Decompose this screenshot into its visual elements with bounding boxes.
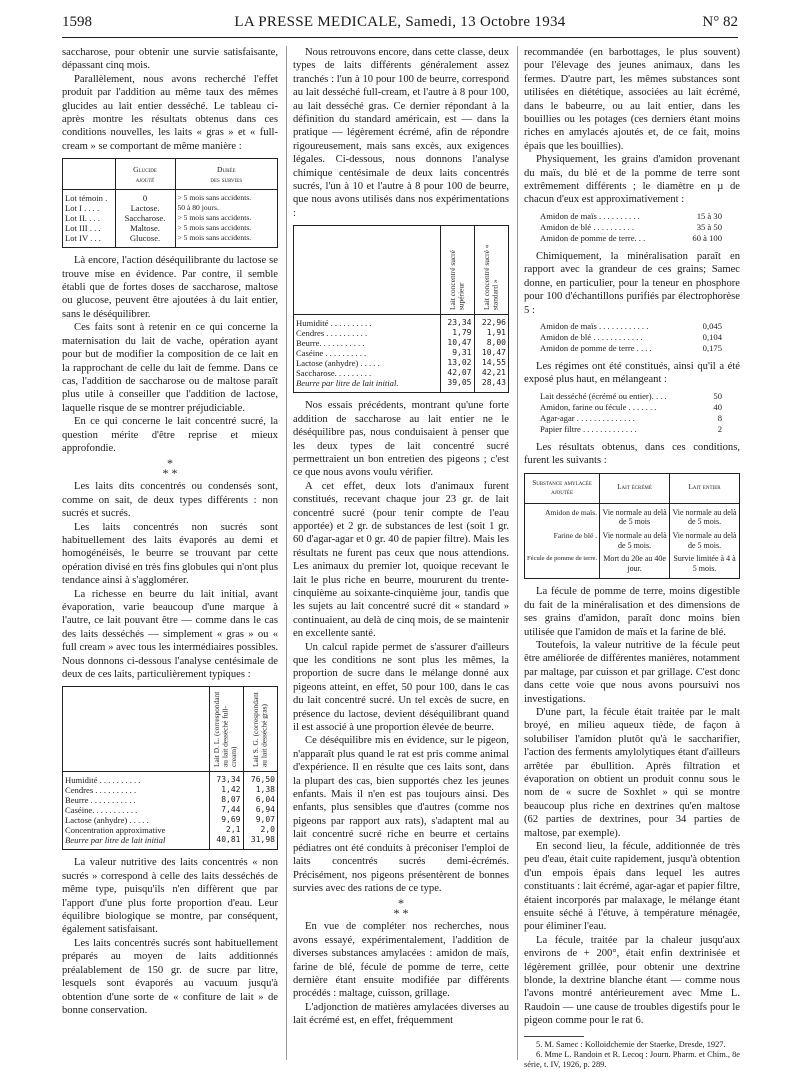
table-row: Beurre. . . . . . . . . . . 10,47 8,00 [296,338,506,349]
paragraph: Chimiquement, la minéralisation paraît en rapport avec la grandeur de ces grains; Samec donne, en particulier, pour la teneur en phosphore pour 100 d'échantillons purifiés par électrophorèse 5 : [524,250,740,316]
footnote: 5. M. Samec : Kolloidchemie der Staerke, Dresde, 1927. [536,1039,726,1049]
col-header: Lait écrémé [600,474,670,504]
table-resultats-amylaces [524,473,740,580]
paragraph: Les laits concentrés sucrés sont habituellement préparés au moyen de laits additionnés préalablement de 150 gr. de sucre par litre, lesquels sont évaporés au vacuum jusqu'à obtention d'une sorte de « confiture de lait » de bonne conservation. [62,937,278,1016]
list-item: Amidon de pomme de terre. . . 60 à 100 [540,232,722,243]
col-header: Lait entier [670,474,739,504]
col-subheader: des survies [210,175,243,185]
table-row: Amidon de maïs. Vie normale au delà de 5 mois Vie normale au delà de 5 mois. [525,503,739,529]
paragraph: En vue de compléter nos recherches, nous avons essayé, expérimentalement, l'addition de diverses substances amylacées : amidon de maïs, farine de blé, fécule de pomme de terre, cette dernière étant ensuite modifiée par différents procédés : maltage, cuisson, grillage. [293,921,509,1000]
paragraph: L'adjonction de matières amylacées diverses au lait écrémé est, en effet, fréquemment [293,1001,509,1027]
paragraph: A cet effet, deux lots d'animaux furent constitués, recevant chaque jour 23 gr. de lait concentré sucré (pour tenir compte de l'eau apportée) et 2 gr. de substances de lest (soit 1 gr. 60 d'agar-agar et 0 gr. 40 de papier filtre). Mais les résultats ne furent pas ceux que nous attendions. Les animaux du premier lot, quoique recevant le lait le plus riche en beurre, moururent du trente-cinquième au soixante-cinquième jour, tandis que les sujets au lait concentré sucré dit « standard » continuaient, au delà de cinq mois, de se maintenir en excellente santé. [293,480,509,640]
col-header: Lait D. L. (correspondant au lait desséché full-cream) [212,692,239,768]
table-row: Lactose (anhydre) . . . . . 9,69 9,07 [65,815,275,826]
paragraph: Les laits concentrés non sucrés sont habituellement des laits évaporés au demi et homogénéisés, le beurre se trouvant par cette opération divisé en très fins globules qui n'ont plus tendance ainsi à s'agglomérer. [62,521,278,587]
page-header [62,14,738,34]
table-row: Caséine. . . . . . . . . . . 7,44 6,94 [65,805,275,816]
list-item: Papier filtre . . . . . . . . . . . . . 2 [540,423,722,434]
table-glucides-lait-entier [62,158,278,248]
paragraph: Nous retrouvons encore, dans cette classe, deux types de laits différents généralement assez tranchés : l'un à 10 pour 100 de beurre, correspond au lait desséché full-cream, et l'autre à 8 pour 100, au lait desséché gras. Ce dernier répondant à la définition du standard américain, est — dans la pratique — légèrement écrémé, afin de répondre rigoureusement, mais sans excès, aux exigences légales. Ci-dessous, nous donnons l'analyse chimique centésimale de deux laits concentrés sucrés, l'un à 10 et l'autre à 8 pour 100 de beurre, que nous avons utilisés dans nos expérimentations : [293,47,509,219]
section-separator: * * * [162,456,178,481]
table-row: Lactose (anhydre) . . . . . 13,02 14,55 [296,358,506,369]
column-1 [62,46,278,1017]
paragraph: Toutefois, la valeur nutritive de la fécule peut être améliorée de différentes manières, notamment par maltage, par cuisson et par grillage. C'est donc dans cette voie que nous avons poursuivi nos investigations. [524,639,740,705]
paragraph: Nos essais précédents, montrant qu'une forte addition de saccharose au lait entier ne le déséquilibre pas, nous conduisaient à penser que les deux types de lait concentré sucré permettraient un bon entretien des pigeons ; c'est ce que nous avons voulu vérifier. [293,400,509,479]
list-phosphore [540,321,740,354]
paragraph: recommandée (en barbottages, le plus souvent) pour l'élevage des jeunes animaux, dans les fermes. D'autre part, les mêmes substances sont utilisées en diététique, associées au lait écrémé, dans le babeurre, ou au lait entier, dans les bouillies ou les potages (ces derniers étant moins riches en amylacés ajoutés et, de ce fait, moins épais que les bouillies). [524,47,740,152]
table-row: Lot III . . . Maltose. > 5 mois sans accidents. [63,223,277,233]
list-item: Amidon, farine ou fécule . . . . . . . 40 [540,401,722,412]
table-row: Farine de blé . Vie normale au delà de 5 mois. Vie normale au delà de 5 mois. [525,529,739,552]
table-row: Saccharose. . . . . . . . . 42,07 42,21 [296,368,506,379]
table-row: Lot II. . . . Saccharose. > 5 mois sans accidents. [63,213,277,223]
table-row: Cendres . . . . . . . . . . 1,79 1,91 [296,328,506,339]
paragraph: Ce déséquilibre mis en évidence, sur le pigeon, n'apparaît plus quand le rat est pris comme animal d'expérience. Il en résulte que ces laits sont, dans la plupart des cas, bien supportés chez les jeunes enfants. Mais il n'en est pas toujours ainsi. Des enfants, plus sensibles que d'autres (comme nos pigeons par rapport aux rats), s'adaptent mal au lait concentré sucré riche en beurre et certains pédiatres ont été conduits à préconiser l'emploi de laits concentrés sucrés demi-écrémés. Précisément, nos pigeons présentèrent de bonnes survies avec des rations de ce type. [293,735,509,894]
column-3 [524,46,740,1070]
col-header: Lait S. G. (correspondant au lait desséché gras) [250,692,269,768]
table-row: Lot IV . . . Glucose. > 5 mois sans accidents. [63,233,277,247]
column-divider [517,46,518,1060]
table-row: Humidité . . . . . . . . . . 73,34 76,50 [63,772,277,786]
paragraph: En second lieu, la fécule, additionnée de très peu d'eau, était cuite rapidement, jusqu'à obtention d'un empois épais dans lequel les autres constituants : lait écrémé, agar-agar et papier filtre, étaient incorporés par malaxage, le mélange étant ensuite séché à l'étuve, à température ménagée, pour éliminer l'eau. [524,841,740,933]
table-row: Concentration approximative 2,1 2,0 [65,825,275,836]
paragraph: Ces faits sont à retenir en ce qui concerne la maternisation du lait de vache, opération ayant pour but de modifier la composition de ce lait en la rapprochant de celle du lait de femme. Dans ce cas, l'addition de saccharose ou de maltose paraît plus utile à conseiller que l'addition de lactose, laquelle risque de se montrer préjudiciable. [62,322,278,414]
paragraph: Les laits dits concentrés ou condensés sont, comme on sait, de deux types différents : non sucrés et sucrés. [62,481,278,520]
table-row: Caséine . . . . . . . . . . 9,31 10,47 [296,348,506,359]
column-divider [286,46,287,1060]
list-item: Amidon de maïs . . . . . . . . . . 15 à 30 [540,210,722,221]
paragraph: Parallèlement, nous avons recherché l'effet produit par l'addition au même taux des mêmes glucides au lait entier desséché. Le tableau ci-après montre les résultats obtenus dans ces conditions nouvelles, les laits « gras » et « full-cream » se comportant de même manière : [62,73,278,152]
table-row: Beurre . . . . . . . . . . . 8,07 6,04 [65,795,275,806]
page-number: 1598 [62,14,92,30]
issue-number: N° 82 [702,14,738,30]
col-header: Lait concentré sucré « standard » [481,244,500,311]
footnote-rule [524,1036,584,1037]
paragraph: La fécule de pomme de terre, moins digestible du fait de la minéralisation et des dimensions de ses grains d'amidon, paraît donc moins bien utilisée que l'amidon de maïs et la farine de blé. [524,586,740,638]
list-item: Amidon de blé . . . . . . . . . . 35 à 50 [540,221,722,232]
list-diametres [540,211,740,244]
list-item: Agar-agar . . . . . . . . . . . . . . 8 [540,412,722,423]
paragraph: saccharose, pour obtenir une survie satisfaisante, dépassant cinq mois. [62,47,278,72]
paragraph: La richesse en beurre du lait initial, avant évaporation, varie beaucoup d'une marque à l'autre, ce lait pouvant être — comme dans le cas des laits desséchés — simplement « gras » ou « full cream » avec tous les intermédiaires possibles. Nous donnons ci-dessous l'analyse centésimale de deux de ces laits, particulièrement typiques : [62,588,278,681]
table-row: Lot témoin . 0 > 5 mois sans accidents. [63,190,277,204]
list-item: Amidon de pomme de terre . . . . 0,175 [540,342,722,353]
paragraph: Un calcul rapide permet de s'assurer d'ailleurs que les conditions ne sont plus les mêmes, la proportion de sucre dans le mélange donné aux pigeons atteint, en effet, 50 pour 100, dans le cas du lait concentré sucré. Un tel excès de sucre, en présence du lactose, devient déséquilibrant quand il est associé à une proportion élevée de beurre. [293,641,509,734]
paragraph: D'une part, la fécule était traitée par le malt broyé, en milieu aqueux tiède, de façon à solubiliser l'amidon plutôt qu'à le saccharifier, l'action des ferments amylolytiques étant d'ailleurs arrêtée par ébullition. Après filtration et évaporation on obtient un produit connu sous le nom de « sucre de Soxhlet » qui se montre beaucoup plus riche en dextrines qu'en maltose (62 parties de dextrines, pour 34 parties de maltose, par exemple). [524,706,740,839]
list-item: Amidon de blé . . . . . . . . . . . . 0,104 [540,331,722,342]
col-header: Glucide [133,165,157,175]
header-rule [62,37,738,38]
paragraph: Les résultats obtenus, dans ces conditions, furent les suivants : [524,441,740,467]
table-row: Beurre par litre de lait initial. 39,05 28,43 [294,378,508,392]
list-regimes [540,391,740,435]
journal-title: LA PRESSE MEDICALE, Samedi, 13 Octobre 1934 [234,14,566,30]
paragraph: Physiquement, les grains d'amidon provenant du maïs, du blé et de la pomme de terre sont extrêmement différents ; le diamètre en µ de chacun d'eux est approximativement : [524,154,740,206]
table-row: Fécule de pomme de terre. Mort du 20e au 40e jour. Survie limitée à 4 à 5 mois. [525,552,739,578]
table-row: Cendres . . . . . . . . . . 1,42 1,38 [65,785,275,796]
table-laits-concentres-sucres [293,225,509,393]
col-header: Durée [216,165,236,175]
paragraph: La valeur nutritive des laits concentrés « non sucrés » correspond à celle des laits desséchés de même type, puisqu'ils n'en diffèrent que par l'apport d'une plus forte proportion d'eau. Leur équilibre biologique se montre, par conséquent, également satisfaisant. [62,857,278,936]
list-item: Lait desséché (écrémé ou entier). . . . 50 [540,390,722,401]
col-subheader: ajouté [135,175,155,185]
table-row: Beurre par litre de lait initial 40,81 31,98 [63,835,277,849]
col-header: Substance amylacée ajoutée [525,474,600,504]
table-row: Lot I . . . . Lactose. 50 à 80 jours. [63,203,277,213]
paragraph: Les régimes ont été constitués, ainsi qu'il a été exposé plus haut, en mélangeant : [524,360,740,386]
col-header: Lait concentré sucré supérieur [447,250,465,311]
paragraph: En ce qui concerne le lait concentré sucré, la question mérite d'être reprise et mieux approfondie. [62,416,278,454]
paragraph: Là encore, l'action déséquilibrante du lactose se trouve mise en évidence. Par contre, il semble établi que de fortes doses de saccharose, maltose ou glucose, peuvent être ajoutées à du lait entier, sans le déséquilibrer. [62,255,278,320]
footnote: 6. Mme L. Randoin et R. Lecoq : Journ. Pharm. et Chim., 8e série, t. IV, 1926, p. 289. [524,1049,740,1069]
section-separator: * * * [393,896,409,921]
paragraph: La fécule, traitée par la chaleur jusqu'aux environs de + 200°, était enfin dextrinisée et légèrement grillée, pour obtenir une dextrine blonde, la dextrine blanche étant — comme nous l'avons montré antérieurement avec Mme L. Raudoin — une cause de troubles digestifs pour le pigeon comme pour le rat 6. [524,934,740,1027]
list-item: Amidon de maïs . . . . . . . . . . . . 0,045 [540,320,722,331]
table-row: Humidité . . . . . . . . . . 23,34 22,96 [294,315,508,329]
column-2 [293,46,509,1028]
table-laits-concentres-non-sucres [62,686,278,850]
